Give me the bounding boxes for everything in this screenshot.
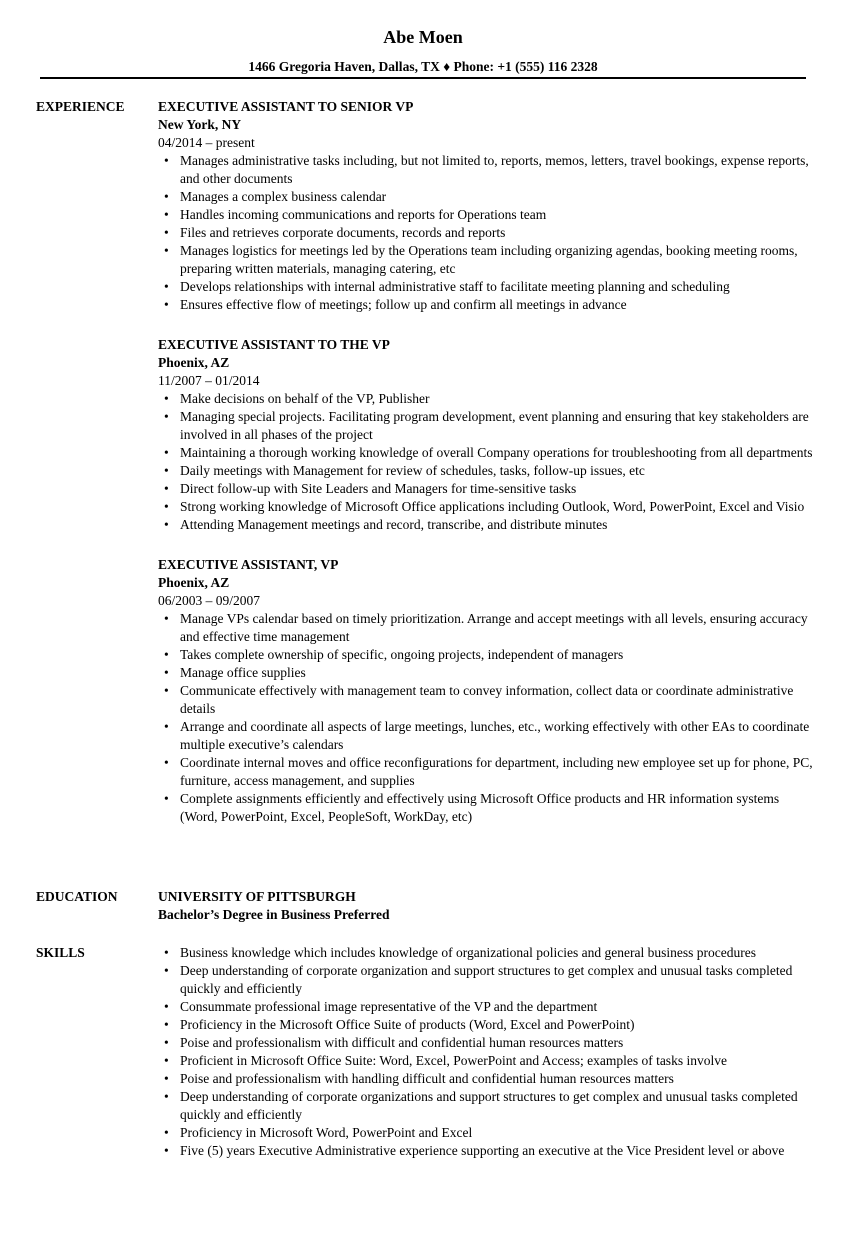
job-dates: 04/2014 – present — [158, 135, 255, 150]
list-item: • Takes complete ownership of specific, ongoing projects, independent of managers — [180, 646, 816, 664]
list-item: • Handles incoming communications and reports for Operations team — [180, 206, 816, 224]
skills-section — [36, 944, 816, 1160]
list-item: • Manages a complex business calendar — [180, 188, 816, 206]
list-item: • Manages logistics for meetings led by the Operations team including organizing agendas, booking meeting rooms, preparing written materials, managing catering, etc — [180, 242, 816, 278]
job-bullet-list — [158, 610, 816, 826]
skills-list — [158, 944, 816, 1160]
list-item: • Managing special projects. Facilitating program development, event planning and ensuring that key stakeholders are involved in all phases of the project — [180, 408, 816, 444]
school-name: UNIVERSITY OF PITTSBURGH — [158, 889, 356, 904]
skills-heading: SKILLS — [36, 945, 85, 960]
job-entry — [158, 556, 816, 826]
list-item: • Poise and professionalism with handling difficult and confidential human resources matters — [180, 1070, 816, 1088]
list-item: • Five (5) years Executive Administrative experience supporting an executive at the Vice President level or above — [180, 1142, 816, 1160]
list-item: • Manage office supplies — [180, 664, 816, 682]
job-title: EXECUTIVE ASSISTANT TO THE VP — [158, 337, 390, 352]
experience-heading: EXPERIENCE — [36, 99, 125, 114]
list-item: • Coordinate internal moves and office reconfigurations for department, including new employee set up for phone, PC, furniture, access management, and supplies — [180, 754, 816, 790]
list-item: • Consummate professional image representative of the VP and the department — [180, 998, 816, 1016]
list-item: • Attending Management meetings and record, transcribe, and distribute minutes — [180, 516, 816, 534]
job-title: EXECUTIVE ASSISTANT, VP — [158, 557, 339, 572]
list-item: • Manage VPs calendar based on timely prioritization. Arrange and accept meetings with all levels, ensuring accuracy and effective time management — [180, 610, 816, 646]
job-bullet-list — [158, 152, 816, 314]
experience-section — [36, 98, 816, 826]
degree: Bachelor’s Degree in Business Preferred — [158, 907, 390, 922]
job-title: EXECUTIVE ASSISTANT TO SENIOR VP — [158, 99, 414, 114]
list-item: • Arrange and coordinate all aspects of large meetings, lunches, etc., working effectively with other EAs to coordinate multiple executive’s calendars — [180, 718, 816, 754]
job-bullet-list — [158, 390, 816, 534]
list-item: • Ensures effective flow of meetings; follow up and confirm all meetings in advance — [180, 296, 816, 314]
job-entry — [158, 98, 816, 314]
list-item: • Files and retrieves corporate documents, records and reports — [180, 224, 816, 242]
contact-line: 1466 Gregoria Haven, Dallas, TX ♦ Phone: +1 (555) 116 2328 — [248, 59, 598, 74]
job-location: New York, NY — [158, 117, 242, 132]
list-item: • Direct follow-up with Site Leaders and Managers for time-sensitive tasks — [180, 480, 816, 498]
resume-name: Abe Moen — [383, 27, 463, 47]
list-item: • Proficiency in Microsoft Word, PowerPoint and Excel — [180, 1124, 816, 1142]
job-dates: 06/2003 – 09/2007 — [158, 593, 261, 608]
list-item: • Business knowledge which includes knowledge of organizational policies and general business procedures — [180, 944, 816, 962]
list-item: • Manages administrative tasks including, but not limited to, reports, memos, letters, travel bookings, expense reports, and other documents — [180, 152, 816, 188]
list-item: • Develops relationships with internal administrative staff to facilitate meeting planning and scheduling — [180, 278, 816, 296]
list-item: • Make decisions on behalf of the VP, Publisher — [180, 390, 816, 408]
list-item: • Proficiency in the Microsoft Office Suite of products (Word, Excel and PowerPoint) — [180, 1016, 816, 1034]
list-item: • Proficient in Microsoft Office Suite: Word, Excel, PowerPoint and Access; examples of tasks involve — [180, 1052, 816, 1070]
job-location: Phoenix, AZ — [158, 355, 230, 370]
header-divider — [40, 77, 806, 79]
list-item: • Strong working knowledge of Microsoft Office applications including Outlook, Word, PowerPoint, Excel and Visio — [180, 498, 816, 516]
list-item: • Poise and professionalism with difficult and confidential human resources matters — [180, 1034, 816, 1052]
job-entry — [158, 336, 816, 534]
list-item: • Communicate effectively with management team to convey information, collect data or coordinate administrative details — [180, 682, 816, 718]
education-heading: EDUCATION — [36, 889, 118, 904]
list-item: • Daily meetings with Management for review of schedules, tasks, follow-up issues, etc — [180, 462, 816, 480]
list-item: • Maintaining a thorough working knowledge of overall Company operations for troubleshooting from all departments — [180, 444, 816, 462]
list-item: • Deep understanding of corporate organization and support structures to get complex and unusual tasks completed quickly and efficiently — [180, 962, 816, 998]
job-location: Phoenix, AZ — [158, 575, 230, 590]
list-item: • Deep understanding of corporate organizations and support structures to get complex and unusual tasks completed quickly and efficiently — [180, 1088, 816, 1124]
list-item: • Complete assignments efficiently and effectively using Microsoft Office products and HR information systems (Word, PowerPoint, Excel, PeopleSoft, WorkDay, etc) — [180, 790, 816, 826]
education-section — [36, 888, 816, 924]
job-dates: 11/2007 – 01/2014 — [158, 373, 260, 388]
